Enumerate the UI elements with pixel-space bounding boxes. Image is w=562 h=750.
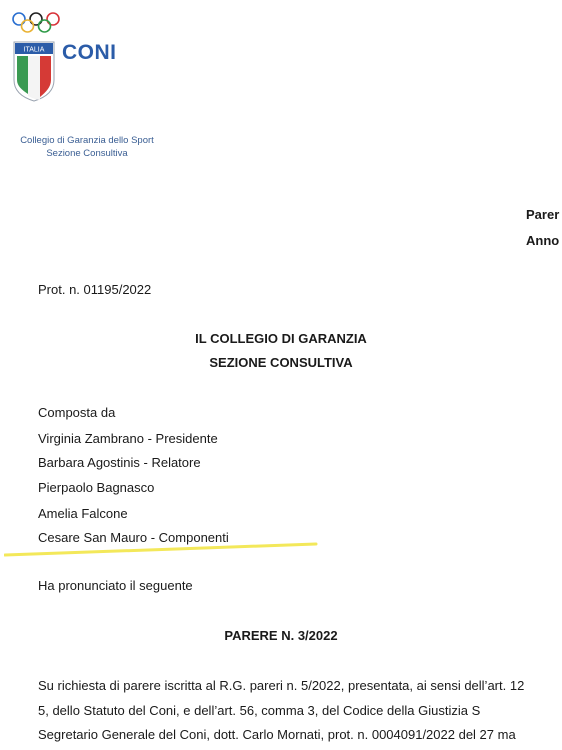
org-line-1: Collegio di Garanzia dello Sport <box>20 135 154 146</box>
pronounced-text: Ha pronunciato il seguente <box>38 578 193 593</box>
shield-label: ITALIA <box>23 46 45 54</box>
header-anno-label: Anno <box>526 233 560 248</box>
org-line-2: Sezione Consultiva <box>46 148 128 159</box>
member-item: Amelia Falcone <box>38 506 128 521</box>
org-name <box>0 134 174 160</box>
protocol-number: Prot. n. 01195/2022 <box>38 282 152 297</box>
body-line: Su richiesta di parere iscritta al R.G. pareri n. 5/2022, presentata, ai sensi dell’art. 12 <box>38 678 525 693</box>
opinion-title: PARERE N. 3/2022 <box>224 628 338 643</box>
coni-shield-logo <box>12 40 56 102</box>
body-line: Segretario Generale del Coni, dott. Carlo Mornati, prot. n. 0004091/2022 del 27 ma <box>38 727 516 742</box>
composition-label: Composta da <box>38 405 116 420</box>
member-item: Barbara Agostinis - Relatore <box>38 455 201 470</box>
brand-name: CONI <box>62 41 117 64</box>
header-parere-label: Parer <box>526 207 560 222</box>
member-item: Cesare San Mauro - Componenti <box>38 530 229 545</box>
highlight-underline <box>4 541 318 559</box>
olympic-rings-icon <box>11 11 61 37</box>
heading-collegio: IL COLLEGIO DI GARANZIA <box>195 331 367 346</box>
member-item: Virginia Zambrano - Presidente <box>38 431 218 446</box>
member-item: Pierpaolo Bagnasco <box>38 480 155 495</box>
body-line: 5, dello Statuto del Coni, e dell’art. 56, comma 3, del Codice della Giustizia S <box>38 703 481 718</box>
heading-sezione: SEZIONE CONSULTIVA <box>209 355 353 370</box>
